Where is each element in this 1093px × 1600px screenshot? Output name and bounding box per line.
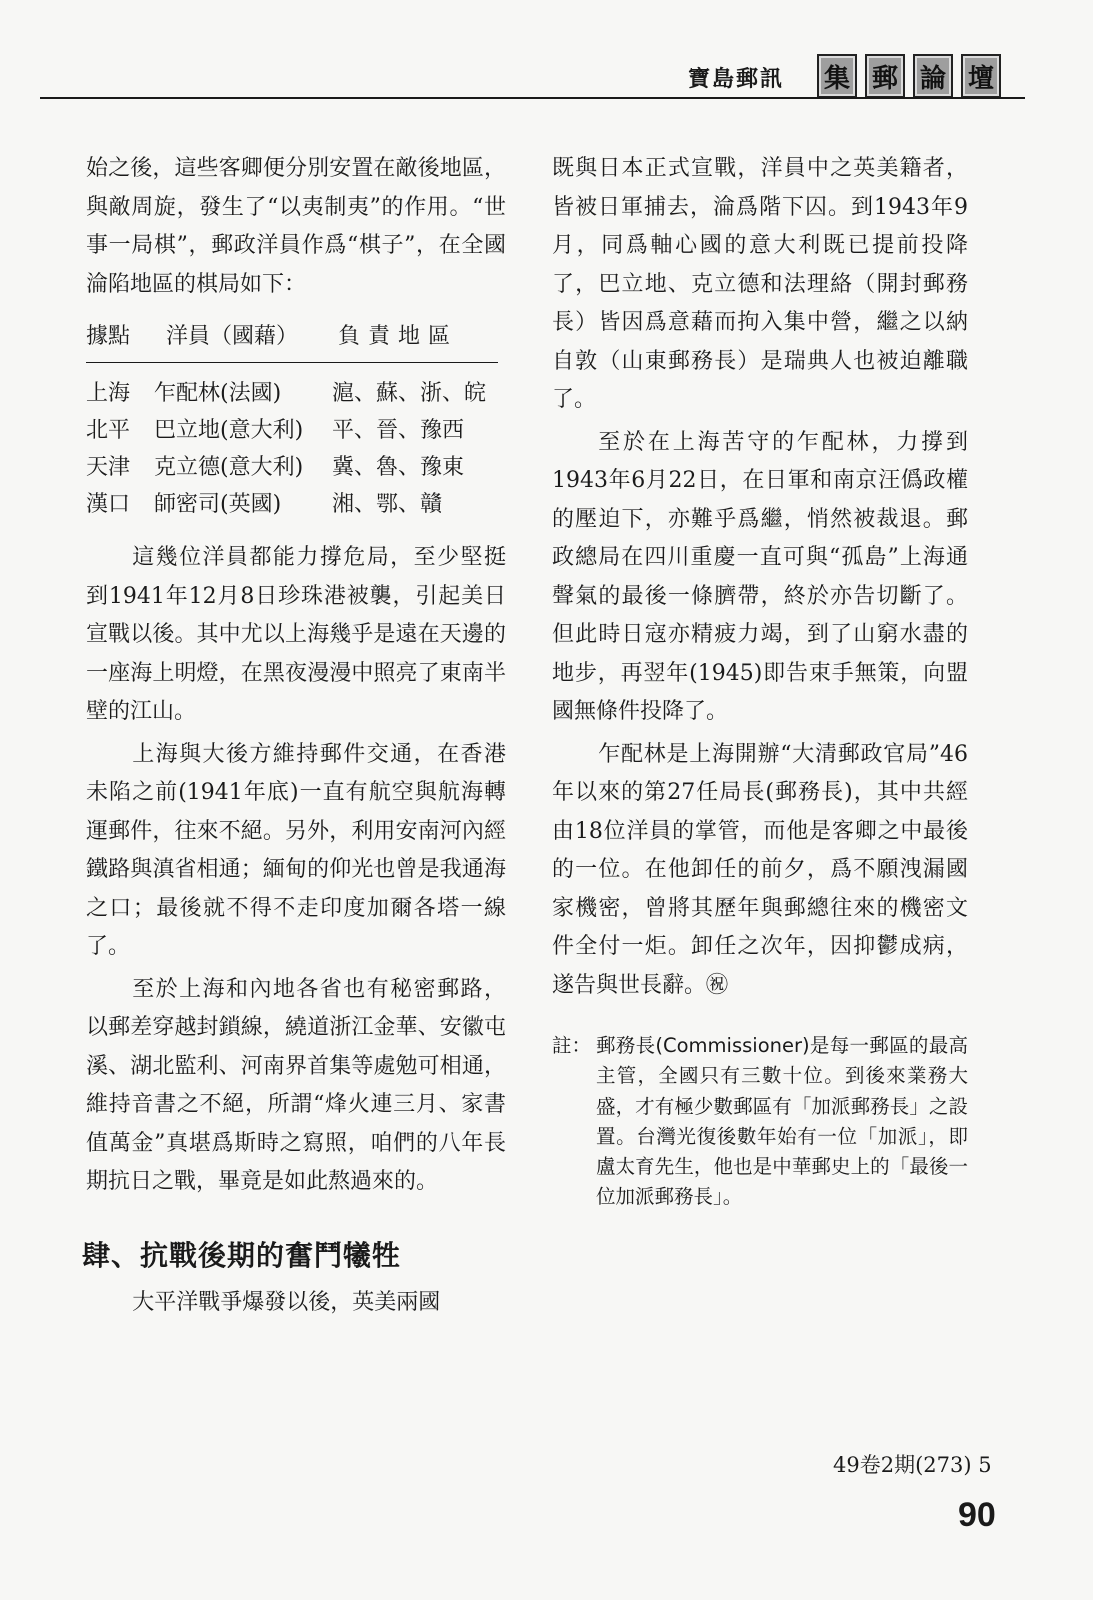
- table-row: [86, 375, 506, 412]
- table-header-location: 據點: [86, 324, 131, 349]
- column-title-char-3: 論: [913, 54, 953, 98]
- paragraph-text: 乍配林是上海開辦“大清郵政官局”46年以來的第27任局長(郵務長)，其中共經由18位洋員的掌管，而他是客卿之中最後的一位。在他卸任的前夕，爲不願洩漏國家機密，曾將其歷年與郵總往來的機密文件全付一炬。卸任之次年，因抑鬱成病，遂告與世長辭。: [552, 741, 968, 998]
- paragraph: [552, 736, 968, 1006]
- table-cell: 滬、蘇、浙、皖: [332, 381, 487, 406]
- paragraph: 既與日本正式宣戰，洋員中之英美籍者，皆被日軍捕去，淪爲階下囚。到1943年9月，同爲軸心國的意大利既已提前投降了，巴立地、克立德和法理絡（開封郵務長）皆因爲意藉而拘入集中營，繼之以納自敦（山東郵務長）是瑞典人也被迫離職了。: [552, 156, 968, 412]
- left-column: [82, 150, 506, 1326]
- table-cell: 冀、魯、豫東: [332, 455, 465, 480]
- table-cell: 克立德(意大利): [154, 455, 304, 480]
- table-cell: 上海: [86, 381, 131, 406]
- paragraph: 至於在上海苦守的乍配林，力撐到1943年6月22日，在日軍和南京汪僞政權的壓迫下，亦難乎爲繼，悄然被裁退。郵政總局在四川重慶一直可與“孤島”上海通聲氣的最後一條臍帶，終於亦告切斷了。但此時日寇亦精疲力竭，到了山窮水盡的地步，再翌年(1945)即告束手無策，向盟國無條件投降了。: [552, 429, 968, 724]
- footnote-label: 註：: [552, 1034, 592, 1057]
- paragraph: 至於上海和內地各省也有秘密郵路，以郵差穿越封鎖線，繞道浙江金華、安徽屯溪、湖北監利、河南界首集等處勉可相通，維持音書之不絕，所謂“烽火連三月、家書值萬金”真堪爲斯時之寫照，咱們的八年長期抗日之戰，畢竟是如此熬過來的。: [86, 976, 506, 1194]
- table-cell: 漢口: [86, 492, 131, 517]
- paragraph: 這幾位洋員都能力撐危局，至少堅挺到1941年12月8日珍珠港被襲，引起美日宣戰以後。其中尤以上海幾乎是遠在天邊的一座海上明燈，在黑夜漫漫中照亮了東南半壁的江山。: [86, 545, 506, 724]
- column-title-char-2: 郵: [865, 54, 905, 98]
- table-header-region: 負責地區: [338, 324, 459, 349]
- table-header: [86, 318, 498, 363]
- table-cell: 湘、鄂、贛: [332, 492, 443, 517]
- table-cell: 平、晉、豫西: [332, 418, 465, 443]
- right-column: [552, 150, 968, 1213]
- table-header-staff: 洋員（國藉）: [166, 324, 299, 349]
- table-cell: 師密司(英國): [154, 492, 282, 517]
- postal-staff-table: [86, 375, 506, 523]
- paragraph: 大平洋戰爭爆發以後，英美兩國: [132, 1289, 441, 1315]
- table-cell: 北平: [86, 418, 131, 443]
- table-cell: 巴立地(意大利): [154, 418, 304, 443]
- section-heading: 肆、抗戰後期的奮鬥犧牲: [82, 1238, 402, 1272]
- footnote-text: 郵務長(Commissioner)是每一郵區的最高主管，全國只有三數十位。到後來業務大盛，才有極少數郵區有「加派郵務長」之設置。台灣光復後數年始有一位「加派」，即盧太育先生，他也是中華郵史上的「最後一位加派郵務長」。: [596, 1034, 968, 1209]
- table-row: [86, 449, 506, 486]
- publication-name: 寶島郵訊: [688, 67, 785, 92]
- table-row: [86, 486, 506, 523]
- paragraph: 始之後，這些客卿便分別安置在敵後地區，與敵周旋，發生了“以夷制夷”的作用。“世事一局棋”，郵政洋員作爲“棋子”，在全國淪陷地區的棋局如下：: [86, 156, 506, 297]
- table-cell: 乍配林(法國): [154, 381, 282, 406]
- table-cell: 天津: [86, 455, 131, 480]
- column-title-char-1: 集: [817, 54, 857, 98]
- end-of-article-mark: ㊗: [706, 972, 729, 998]
- column-title-char-4: 壇: [961, 54, 1001, 98]
- table-row: [86, 412, 506, 449]
- page-number: 90: [958, 1496, 996, 1534]
- header-divider: [40, 97, 1025, 99]
- paragraph: 上海與大後方維持郵件交通，在香港未陷之前(1941年底)一直有航空與航海轉運郵件，往來不絕。另外，利用安南河內經鐵路與滇省相通；緬甸的仰光也曾是我通海之口；最後就不得不走印度加爾各塔一線了。: [86, 741, 506, 959]
- issue-info: 49卷2期(273) 5: [833, 1453, 992, 1477]
- footnote: [552, 1031, 968, 1213]
